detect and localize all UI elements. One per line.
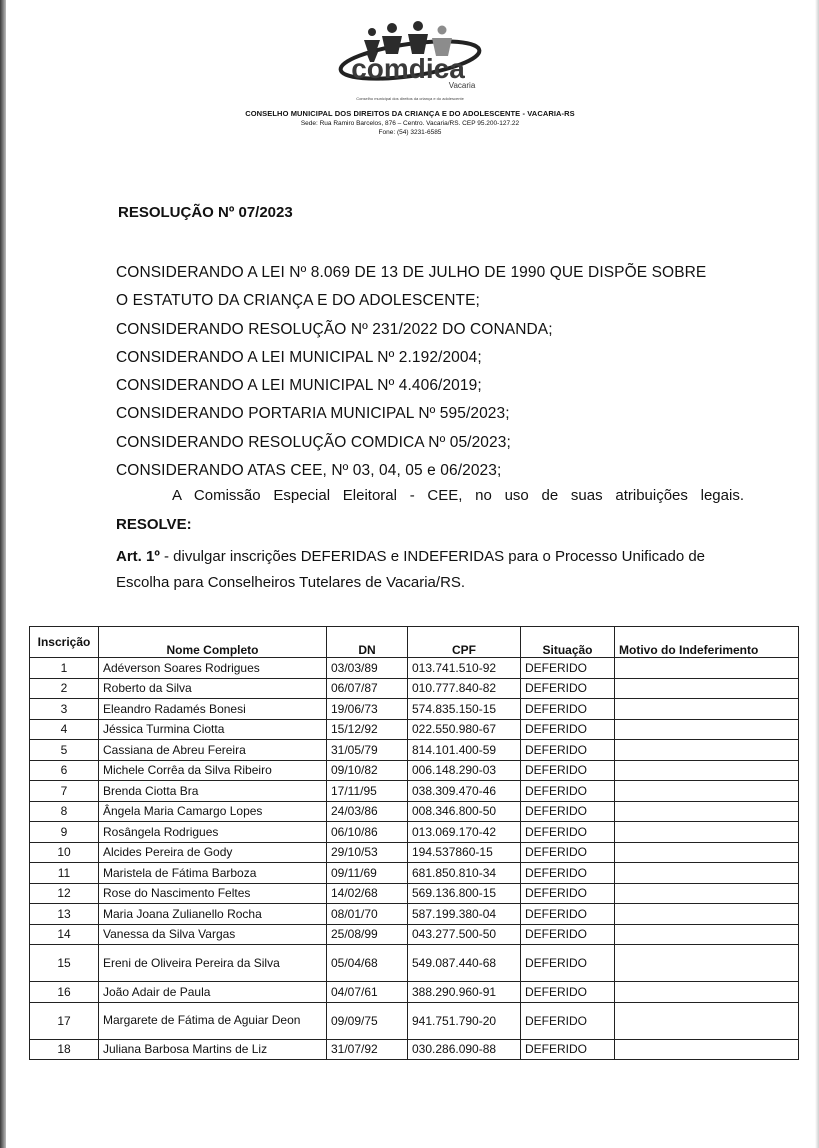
cell-cpf: 008.346.800-50	[408, 801, 521, 822]
cell-motivo	[615, 1002, 799, 1039]
cell-dn: 31/05/79	[327, 740, 408, 761]
cell-situacao: DEFERIDO	[521, 719, 615, 740]
organization-phone: Fone: (54) 3231-6585	[378, 129, 442, 136]
cell-dn: 05/04/68	[327, 945, 408, 982]
cell-motivo	[615, 740, 799, 761]
cell-situacao: DEFERIDO	[521, 781, 615, 802]
header-inscricao: Inscrição	[30, 627, 99, 658]
table-row	[30, 740, 799, 761]
cell-situacao: DEFERIDO	[521, 1002, 615, 1039]
cell-nome: Roberto da Silva	[99, 678, 327, 699]
cell-nome: Cassiana de Abreu Fereira	[99, 740, 327, 761]
header-dn: DN	[327, 627, 408, 658]
cell-inscricao: 16	[30, 982, 99, 1003]
considering-line: CONSIDERANDO A LEI MUNICIPAL Nº 2.192/2004;	[116, 348, 482, 366]
table-row	[30, 924, 799, 945]
comdica-logo	[330, 18, 490, 98]
article-text: - divulgar inscrições DEFERIDAS e INDEFERIDAS para o Processo Unificado de Escolha para Conselheiros Tutelares de Vacaria/RS.	[116, 548, 706, 591]
cell-dn: 03/03/89	[327, 658, 408, 679]
cell-motivo	[615, 945, 799, 982]
cell-situacao: DEFERIDO	[521, 904, 615, 925]
cell-motivo	[615, 678, 799, 699]
scan-right-edge	[815, 0, 819, 1148]
cell-motivo	[615, 822, 799, 843]
cell-dn: 19/06/73	[327, 699, 408, 720]
cell-dn: 04/07/61	[327, 982, 408, 1003]
cell-nome: Rose do Nascimento Feltes	[99, 883, 327, 904]
cell-inscricao: 14	[30, 924, 99, 945]
cell-situacao: DEFERIDO	[521, 822, 615, 843]
cell-nome: Adéverson Soares Rodrigues	[99, 658, 327, 679]
letterhead	[200, 18, 620, 136]
cell-cpf: 038.309.470-46	[408, 781, 521, 802]
cell-dn: 24/03/86	[327, 801, 408, 822]
cell-nome: Vanessa da Silva Vargas	[99, 924, 327, 945]
considering-line: CONSIDERANDO ATAS CEE, Nº 03, 04, 05 e 06/2023;	[116, 462, 502, 480]
cell-situacao: DEFERIDO	[521, 982, 615, 1003]
cell-inscricao: 10	[30, 842, 99, 863]
table-row	[30, 719, 799, 740]
cell-inscricao: 7	[30, 781, 99, 802]
cell-cpf: 013.069.170-42	[408, 822, 521, 843]
cell-situacao: DEFERIDO	[521, 678, 615, 699]
cell-situacao: DEFERIDO	[521, 740, 615, 761]
cell-motivo	[615, 760, 799, 781]
table-row	[30, 801, 799, 822]
cell-motivo	[615, 699, 799, 720]
table-row	[30, 658, 799, 679]
header-nome: Nome Completo	[99, 627, 327, 658]
registrations-table	[29, 626, 799, 1060]
resolve-heading: RESOLVE:	[116, 516, 192, 533]
cell-inscricao: 8	[30, 801, 99, 822]
cell-inscricao: 11	[30, 863, 99, 884]
cell-inscricao: 18	[30, 1039, 99, 1060]
cell-situacao: DEFERIDO	[521, 658, 615, 679]
organization-name: CONSELHO MUNICIPAL DOS DIREITOS DA CRIANÇA E DO ADOLESCENTE - VACARIA-RS	[245, 109, 575, 118]
table-row	[30, 842, 799, 863]
cell-nome: Ângela Maria Camargo Lopes	[99, 801, 327, 822]
cell-cpf: 814.101.400-59	[408, 740, 521, 761]
table-row	[30, 982, 799, 1003]
table-row	[30, 883, 799, 904]
considering-line: O ESTATUTO DA CRIANÇA E DO ADOLESCENTE;	[116, 292, 480, 310]
cell-motivo	[615, 883, 799, 904]
table-row	[30, 1039, 799, 1060]
cell-inscricao: 6	[30, 760, 99, 781]
cell-cpf: 681.850.810-34	[408, 863, 521, 884]
cell-nome: Maristela de Fátima Barboza	[99, 863, 327, 884]
svg-text:Vacaria: Vacaria	[448, 81, 476, 90]
cell-nome: Michele Corrêa da Silva Ribeiro	[99, 760, 327, 781]
header-situacao: Situação	[521, 627, 615, 658]
cell-situacao: DEFERIDO	[521, 801, 615, 822]
article-1	[116, 544, 756, 596]
table-row	[30, 760, 799, 781]
cell-inscricao: 4	[30, 719, 99, 740]
cell-nome: Eleandro Radamés Bonesi	[99, 699, 327, 720]
cell-cpf: 569.136.800-15	[408, 883, 521, 904]
cell-inscricao: 1	[30, 658, 99, 679]
cell-cpf: 030.286.090-88	[408, 1039, 521, 1060]
cell-nome: Alcides Pereira de Gody	[99, 842, 327, 863]
cell-dn: 31/07/92	[327, 1039, 408, 1060]
considering-line: CONSIDERANDO PORTARIA MUNICIPAL Nº 595/2023;	[116, 405, 510, 423]
cell-motivo	[615, 658, 799, 679]
cell-situacao: DEFERIDO	[521, 863, 615, 884]
cell-inscricao: 17	[30, 1002, 99, 1039]
cell-nome: Ereni de Oliveira Pereira da Silva	[99, 945, 327, 982]
cell-cpf: 941.751.790-20	[408, 1002, 521, 1039]
cell-motivo	[615, 904, 799, 925]
cell-motivo	[615, 801, 799, 822]
cell-cpf: 587.199.380-04	[408, 904, 521, 925]
cell-cpf: 022.550.980-67	[408, 719, 521, 740]
cell-nome: Juliana Barbosa Martins de Liz	[99, 1039, 327, 1060]
cell-nome: Margarete de Fátima de Aguiar Deon	[99, 1002, 327, 1039]
cell-nome: João Adair de Paula	[99, 982, 327, 1003]
cell-dn: 09/09/75	[327, 1002, 408, 1039]
cell-inscricao: 15	[30, 945, 99, 982]
cell-cpf: 574.835.150-15	[408, 699, 521, 720]
cell-situacao: DEFERIDO	[521, 1039, 615, 1060]
cell-cpf: 043.277.500-50	[408, 924, 521, 945]
article-label: Art. 1º	[116, 548, 160, 565]
cell-inscricao: 12	[30, 883, 99, 904]
cell-dn: 08/01/70	[327, 904, 408, 925]
table-row	[30, 678, 799, 699]
table-row	[30, 863, 799, 884]
cell-motivo	[615, 842, 799, 863]
cell-situacao: DEFERIDO	[521, 945, 615, 982]
cell-inscricao: 2	[30, 678, 99, 699]
considering-list	[116, 259, 756, 485]
scan-left-edge	[0, 0, 6, 1148]
cell-cpf: 013.741.510-92	[408, 658, 521, 679]
commission-paragraph: A Comissão Especial Eleitoral - CEE, no uso de suas atribuições legais.	[172, 487, 744, 504]
considering-line: CONSIDERANDO RESOLUÇÃO COMDICA Nº 05/2023;	[116, 433, 511, 451]
header-cpf: CPF	[408, 627, 521, 658]
cell-situacao: DEFERIDO	[521, 760, 615, 781]
cell-inscricao: 13	[30, 904, 99, 925]
cell-dn: 09/11/69	[327, 863, 408, 884]
cell-situacao: DEFERIDO	[521, 924, 615, 945]
cell-cpf: 194.537860-15	[408, 842, 521, 863]
cell-cpf: 388.290.960-91	[408, 982, 521, 1003]
cell-cpf: 549.087.440-68	[408, 945, 521, 982]
cell-dn: 06/10/86	[327, 822, 408, 843]
organization-address: Sede: Rua Ramiro Barcelos, 876 – Centro. Vacaria/RS. CEP 95.200-127.22	[300, 120, 520, 127]
cell-dn: 06/07/87	[327, 678, 408, 699]
cell-situacao: DEFERIDO	[521, 842, 615, 863]
cell-inscricao: 3	[30, 699, 99, 720]
svg-text:comdica: comdica	[351, 53, 465, 84]
cell-motivo	[615, 1039, 799, 1060]
table-row	[30, 904, 799, 925]
table-row	[30, 781, 799, 802]
table-row	[30, 945, 799, 982]
cell-motivo	[615, 982, 799, 1003]
considering-line: CONSIDERANDO A LEI Nº 8.069 DE 13 DE JULHO DE 1990 QUE DISPÕE SOBRE	[116, 264, 707, 281]
cell-motivo	[615, 863, 799, 884]
cell-dn: 17/11/95	[327, 781, 408, 802]
considering-line: CONSIDERANDO A LEI MUNICIPAL Nº 4.406/2019;	[116, 377, 482, 395]
cell-dn: 09/10/82	[327, 760, 408, 781]
table-header-row	[30, 627, 799, 658]
header-motivo: Motivo do Indeferimento	[615, 627, 799, 658]
cell-cpf: 010.777.840-82	[408, 678, 521, 699]
logo-tagline: Conselho municipal dos direitos da criança e do adolescente	[356, 96, 464, 101]
considering-line: CONSIDERANDO RESOLUÇÃO Nº 231/2022 DO CONANDA;	[116, 320, 553, 338]
cell-dn: 25/08/99	[327, 924, 408, 945]
cell-situacao: DEFERIDO	[521, 699, 615, 720]
cell-inscricao: 9	[30, 822, 99, 843]
cell-nome: Rosângela Rodrigues	[99, 822, 327, 843]
cell-inscricao: 5	[30, 740, 99, 761]
cell-nome: Maria Joana Zulianello Rocha	[99, 904, 327, 925]
table-row	[30, 822, 799, 843]
cell-motivo	[615, 924, 799, 945]
cell-cpf: 006.148.290-03	[408, 760, 521, 781]
table-row	[30, 699, 799, 720]
cell-motivo	[615, 781, 799, 802]
cell-situacao: DEFERIDO	[521, 883, 615, 904]
table-row	[30, 1002, 799, 1039]
cell-motivo	[615, 719, 799, 740]
cell-nome: Jéssica Turmina Ciotta	[99, 719, 327, 740]
cell-dn: 29/10/53	[327, 842, 408, 863]
cell-dn: 15/12/92	[327, 719, 408, 740]
resolution-title: RESOLUÇÃO Nº 07/2023	[118, 204, 293, 221]
cell-dn: 14/02/68	[327, 883, 408, 904]
cell-nome: Brenda Ciotta Bra	[99, 781, 327, 802]
